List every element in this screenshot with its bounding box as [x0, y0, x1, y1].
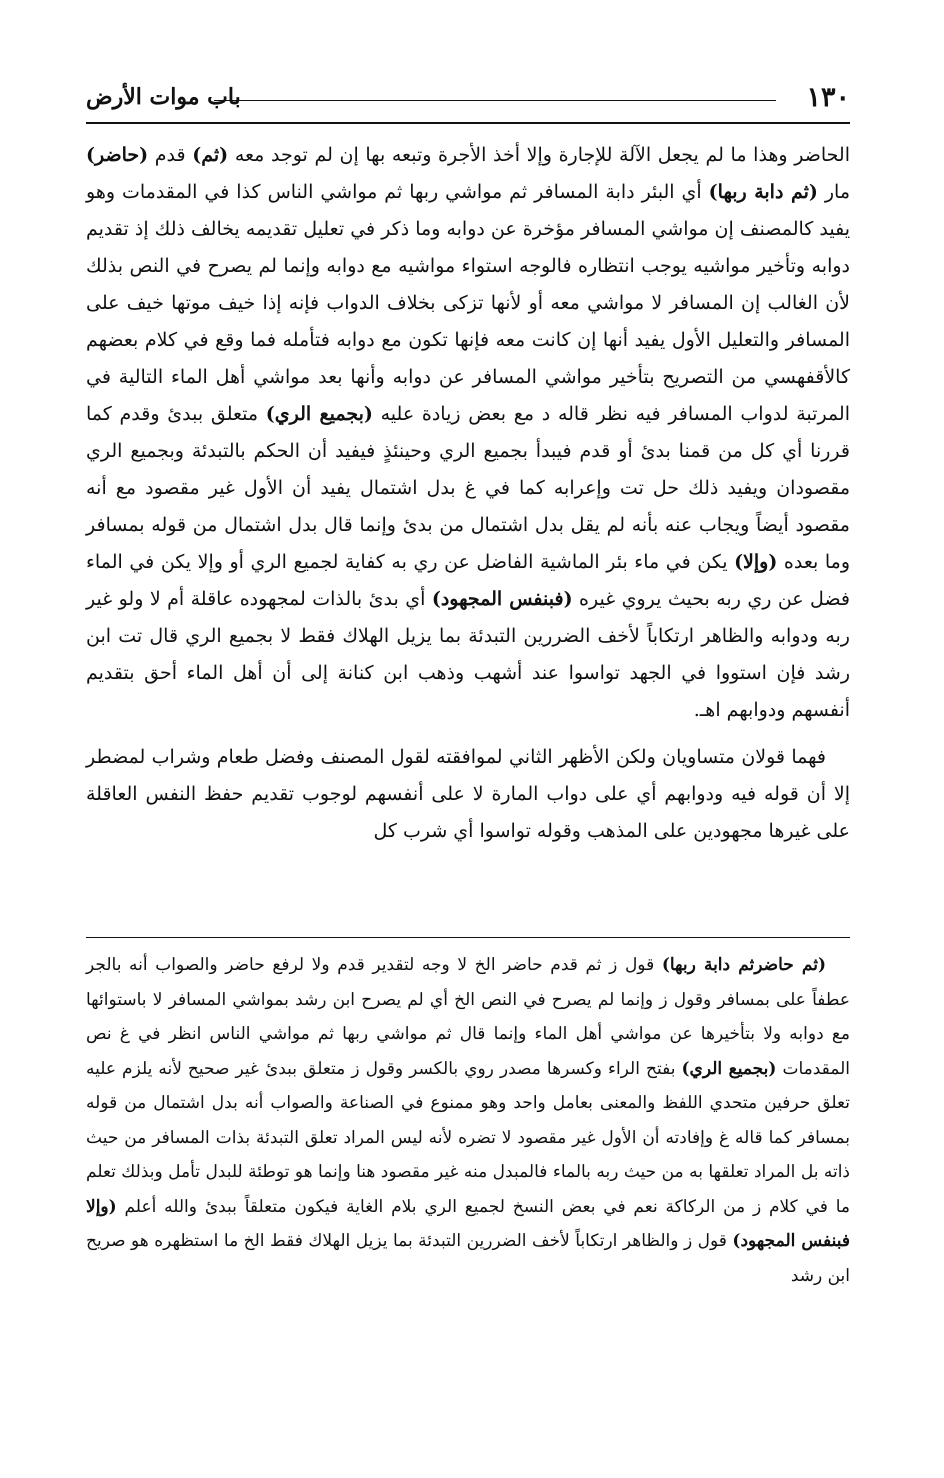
- header-title-rule: [214, 100, 776, 101]
- main-paragraph-1: [86, 137, 850, 729]
- main-text: [86, 137, 850, 850]
- footnote-divider: [86, 937, 850, 938]
- bold-term: (وإلا): [734, 551, 778, 573]
- header-divider: [86, 122, 850, 124]
- text-run: أي بدئ بالذات لمجهوده عاقلة أم لا ولو غير ربه ودوابه والظاهر ارتكاباً لأخف الضررين التبدئة بما يزيل الهلاك فقط لا بجميع الري قال تت ابن رشد فإن استووا في الجهد تواسوا عند أشهب وذهب ابن كنانة إلى أن أهل الماء أحق بتقديم أنفسهم ودوابهم اهـ.: [86, 588, 850, 721]
- text-run: متعلق ببدئ وقدم كما قررنا أي كل من قمنا بدئ أو قدم فيبدأ بجميع الري وحينئذٍ فيفيد أن الحكم بالتبدئة وبجميع الري مقصودان ويفيد ذلك حل تت وإعرابه كما في غ بدل اشتمال يفيد أن الأول غير مقصود مع أنه مقصود أيضاً ويجاب عنه بأنه لم يقل بدل اشتمال من بدئ وإنما قال بدل اشتمال من قوله بمسافر وما بعده: [86, 403, 850, 573]
- bold-term: (بجميع الري): [265, 403, 373, 425]
- text-run: قول ز ثم قدم حاضر الخ لا وجه لتقدير قدم ولا لرفع حاضر والصواب أنه بالجر عطفاً على بمسافر وقول ز وإنما لم يصرح في النص الخ أي لم يصرح ابن رشد بمواشي المسافر لا باستوائها مع دوابه ولا بتأخيرها عن مواشي أهل الماء وإنما قال ثم مواشي ربها ثم مواشي الناس انظر في غ نص المقدمات: [86, 955, 851, 1079]
- text-run: مار: [817, 181, 850, 203]
- bold-term: (وإلا فبنفس المجهود): [86, 1196, 851, 1251]
- main-paragraph-2: فهما قولان متساويان ولكن الأظهر الثاني لموافقته لقول المصنف وفضل طعام وشراب لمضطر إلا أن قوله فيه ودوابهم أي على دواب المارة لا على أنفسهم لوجوب تقديم حفظ النفس العاقلة على غيرها مجهودين على المذهب وقوله تواسوا أي شرب كل: [86, 746, 850, 842]
- bold-term: (حاضر): [86, 144, 149, 166]
- page-header: [86, 78, 850, 116]
- text-run: يكن في ماء بئر الماشية الفاضل عن ري به كفاية لجميع الري أو وإلا يكن في الماء فضل عن ري ربه بحيث يروي غيره: [86, 551, 851, 610]
- text-run: قول ز والظاهر ارتكاباً لأخف الضررين التبدئة بما يزيل الهلاك فقط الخ ما استظهره هو صريح ابن رشد: [86, 1231, 850, 1286]
- text-run: بفتح الراء وكسرها مصدر روي بالكسر وقول ز متعلق ببدئ غير صحيح لأنه يلزم عليه تعلق حرفين متحدي اللفظ والمعنى بعامل واحد وهو ممنوع في الصناعة والصواب أنه بدل اشتمال من قوله بمسافر كما قاله غ وإفادته أن الأول غير مقصود لا تضره لأنه ليس المراد تعلق التبدئة بذات المسافر من حيث ذاته بل المراد تعلقها به من حيث ربه بالماء فالمبدل منه غير مقصود هنا وإنما هو توطئة للبدل تأمل وبذلك تعلم ما في كلام ز من الركاكة نعم في بعض النسخ لجميع الري بلام الغاية فيكون متعلقاً ببدئ والله أعلم: [86, 1058, 850, 1217]
- running-title: باب موات الأرض: [86, 84, 241, 110]
- bold-term: (بجميع الري): [681, 1058, 777, 1079]
- bold-term: (ثم دابة ربها): [708, 181, 818, 203]
- bold-term: (ثم): [192, 144, 229, 166]
- text-run: الحاضر وهذا ما لم يجعل الآلة للإجارة وإلا أخذ الأجرة وتبعه بها إن لم توجد معه: [228, 144, 850, 166]
- text-run: أي البئر دابة المسافر ثم مواشي ربها ثم مواشي الناس كذا في المقدمات وهو يفيد كالمصنف إن مواشي المسافر مؤخرة عن دوابه وما ذكر في تعليل تقديمه يخالف ذلك إذ تقديم دوابه وتأخير مواشيه يوجب انتظاره فالوجه استواء مواشيه مع دوابه وإنما لم يصرح في النص بذلك لأن الغالب إن المسافر لا مواشي معه أو لأنها تزكى بخلاف الدواب فإنه إذا خيف موتها خيف على المسافر والتعليل الأول يفيد أنها إن كانت معه فإنها تكون مع دوابه فتأمله فما وقع في كلام بعضهم كالأقفهسي من التصريح بتأخير مواشي المسافر عن دوابه وأنها بعد مواشي أهل الماء التالية في المرتبة لدواب المسافر فيه نظر قاله د مع بعض زيادة عليه: [86, 181, 850, 425]
- bold-term: (ثم حاضرثم دابة ربها): [661, 955, 826, 975]
- footnote-paragraph: [86, 948, 850, 1293]
- bold-term: (فبنفس المجهود): [431, 588, 573, 610]
- footnote-text: [86, 948, 850, 1293]
- page-number: ١٣٠: [806, 82, 850, 113]
- text-run: قدم: [148, 144, 193, 166]
